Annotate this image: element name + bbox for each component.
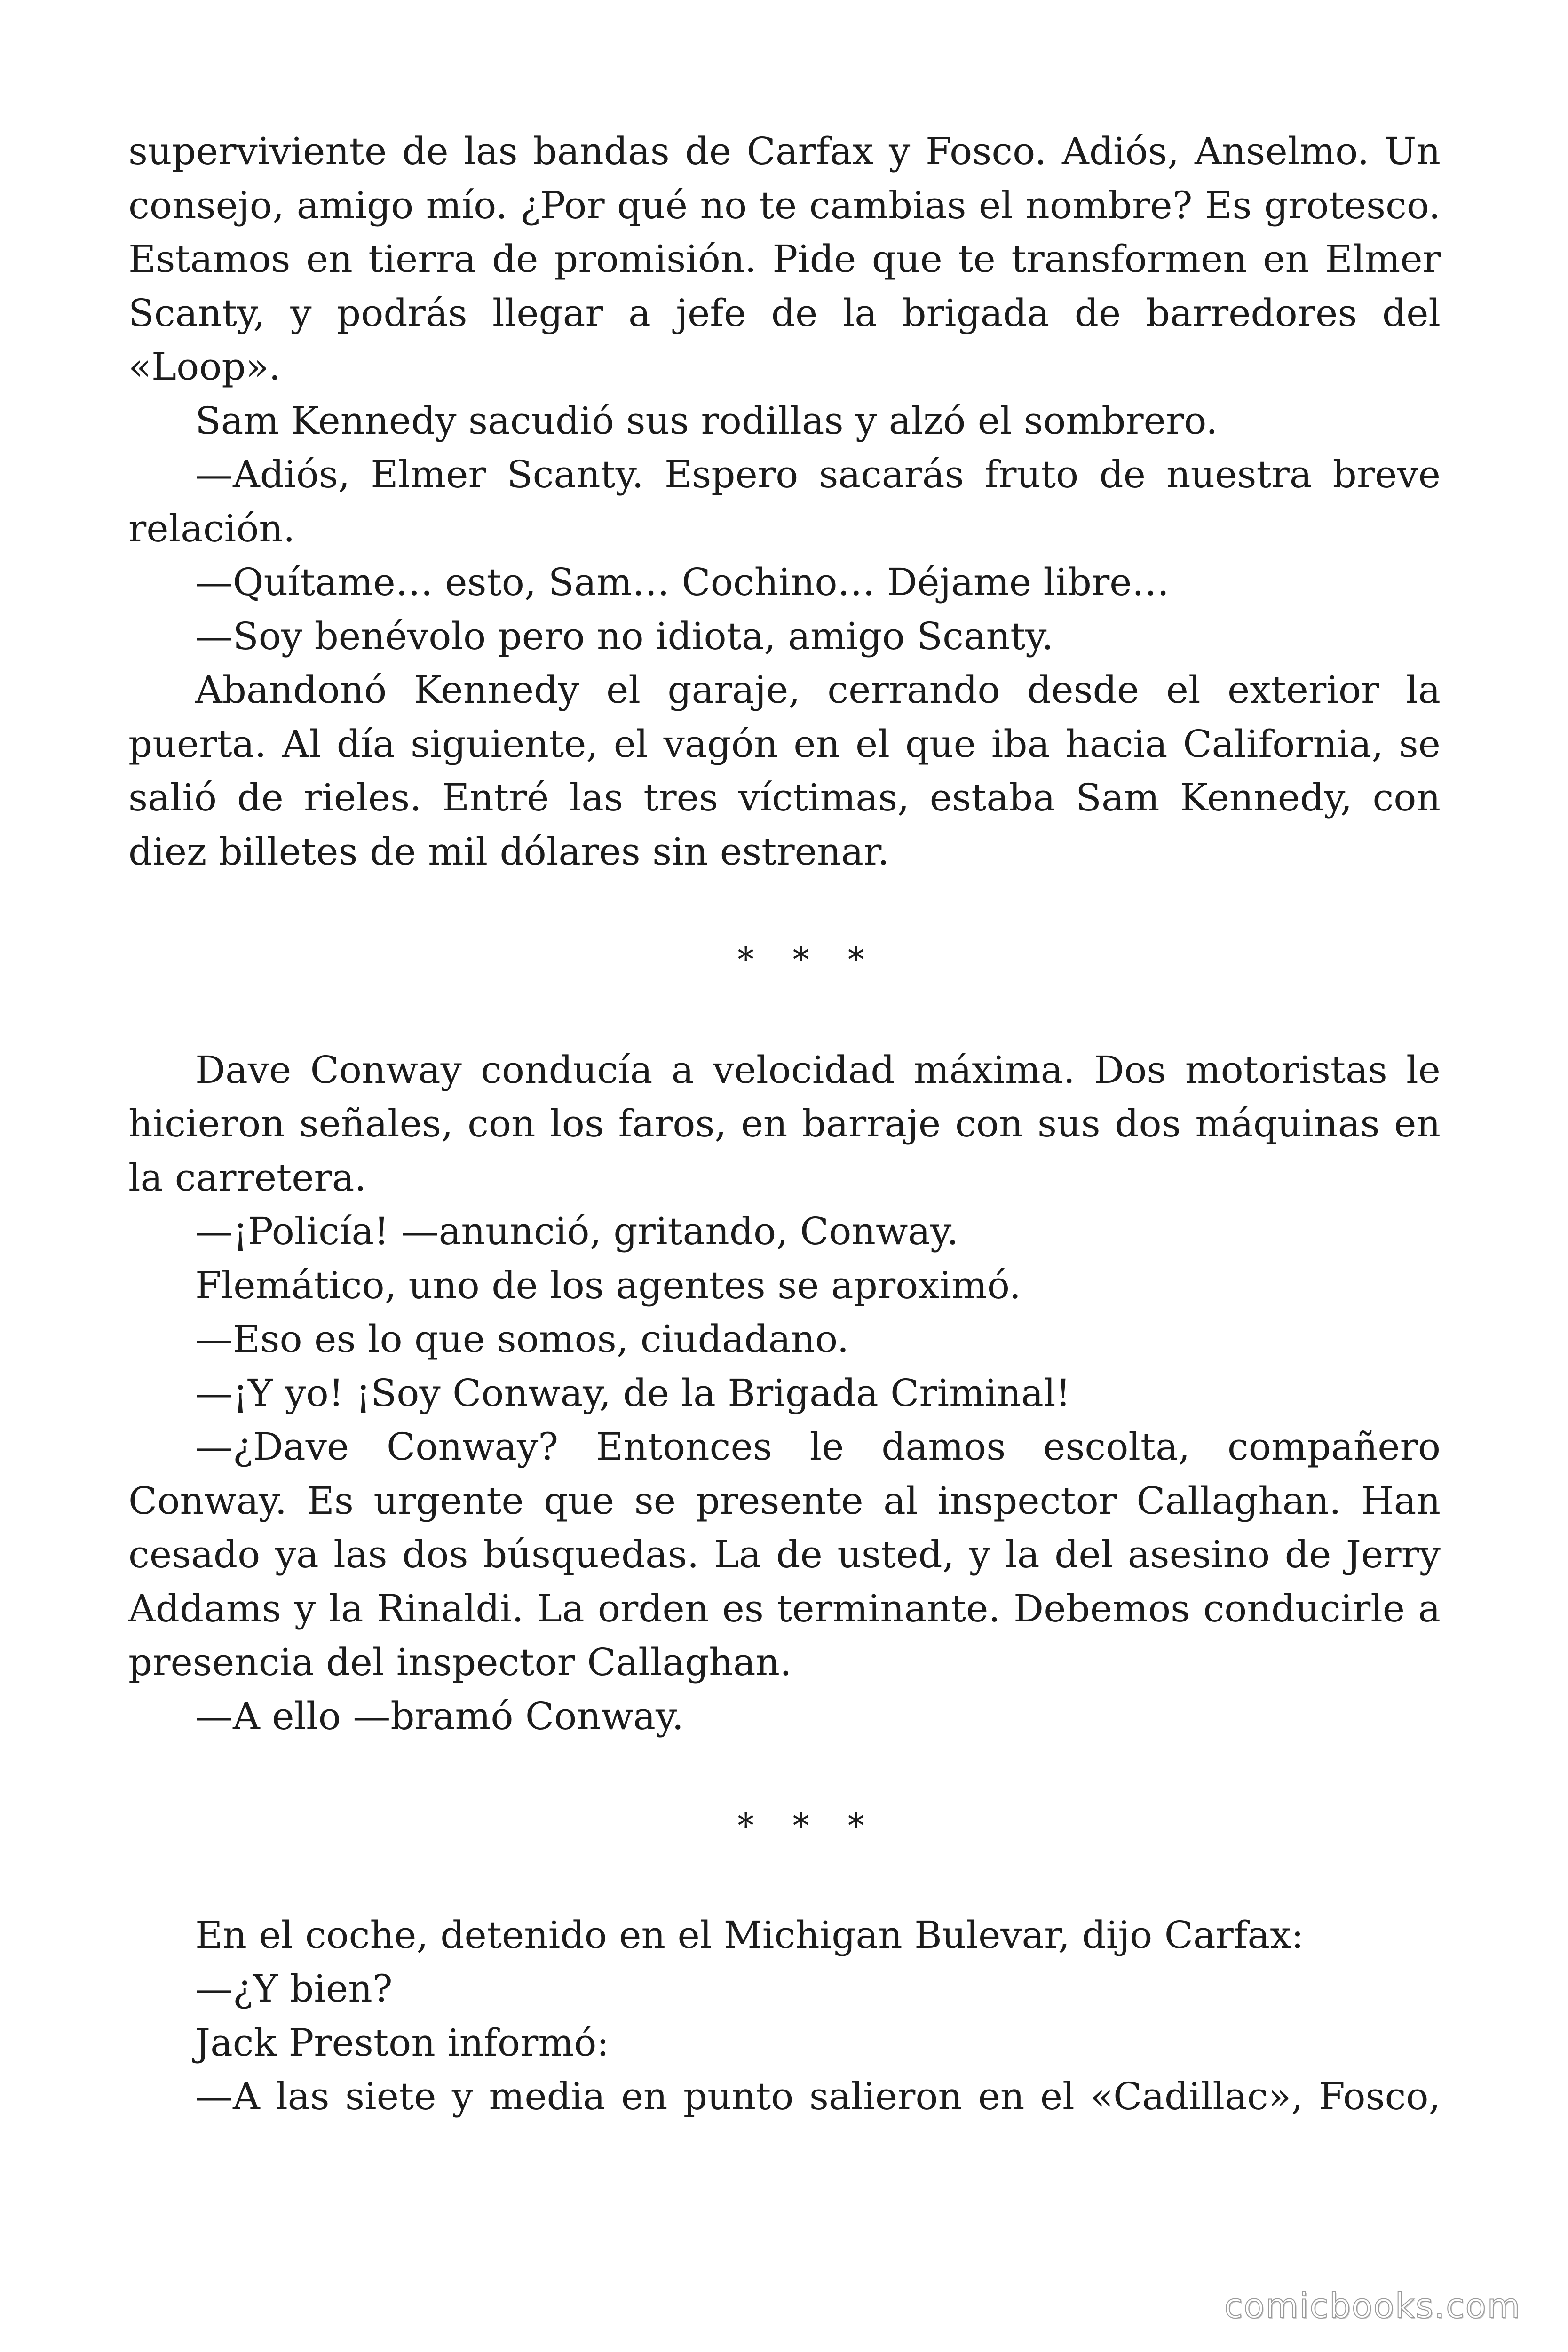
- book-page-text: [128, 125, 1441, 2124]
- paragraph: Dave Conway conducía a velocidad máxima. Dos motoristas le hicieron señales, con los faros, en barraje con sus dos máquinas en la carretera.: [128, 1048, 1441, 1200]
- paragraph: Flemático, uno de los agentes se aproximó.: [195, 1263, 1022, 1307]
- watermark-text: comicbooks.com: [1224, 2286, 1521, 2326]
- paragraph: —Eso es lo que somos, ciudadano.: [195, 1317, 849, 1361]
- paragraph: En el coche, detenido en el Michigan Bulevar, dijo Carfax:: [195, 1913, 1304, 1957]
- scene-separator: * * *: [737, 940, 879, 979]
- paragraph: —Quítame… esto, Sam… Cochino… Déjame libre…: [195, 560, 1170, 604]
- paragraph-continuation: superviviente de las bandas de Carfax y Fosco. Adiós, Anselmo. Un consejo, amigo mío. ¿Por qué no te cambias el nombre? Es grotesco. Estamos en tierra de promisión. Pide que te transformen en Elmer Scanty, y podrás llegar a jefe de la brigada de barredores del «Loop».: [128, 129, 1441, 389]
- paragraph: Jack Preston informó:: [195, 2020, 610, 2065]
- scene-separator: * * *: [737, 1806, 879, 1845]
- paragraph: —A las siete y media en punto salieron en el «Cadillac», Fosco,: [195, 2074, 1441, 2118]
- paragraph: Sam Kennedy sacudió sus rodillas y alzó el sombrero.: [195, 398, 1218, 443]
- paragraph: —¿Y bien?: [195, 1967, 393, 2010]
- paragraph: —Adiós, Elmer Scanty. Espero sacarás fruto de nuestra breve relación.: [128, 453, 1441, 550]
- paragraph: —Soy benévolo pero no idiota, amigo Scanty.: [195, 614, 1054, 658]
- paragraph: —¡Policía! —anunció, gritando, Conway.: [195, 1209, 959, 1253]
- paragraph: —A ello —bramó Conway.: [195, 1694, 684, 1738]
- paragraph: —¡Y yo! ¡Soy Conway, de la Brigada Criminal!: [195, 1371, 1071, 1415]
- paragraph: —¿Dave Conway? Entonces le damos escolta, compañero Conway. Es urgente que se presente al inspector Callaghan. Han cesado ya las dos búsquedas. La de usted, y la del asesino de Jerry Addams y la Rinaldi. La orden es terminante. Debemos conducirle a presencia del inspector Callaghan.: [128, 1425, 1441, 1684]
- paragraph: Abandonó Kennedy el garaje, cerrando desde el exterior la puerta. Al día siguiente, el vagón en el que iba hacia California, se salió de rieles. Entré las tres víctimas, estaba Sam Kennedy, con diez billetes de mil dólares sin estrenar.: [128, 668, 1441, 874]
